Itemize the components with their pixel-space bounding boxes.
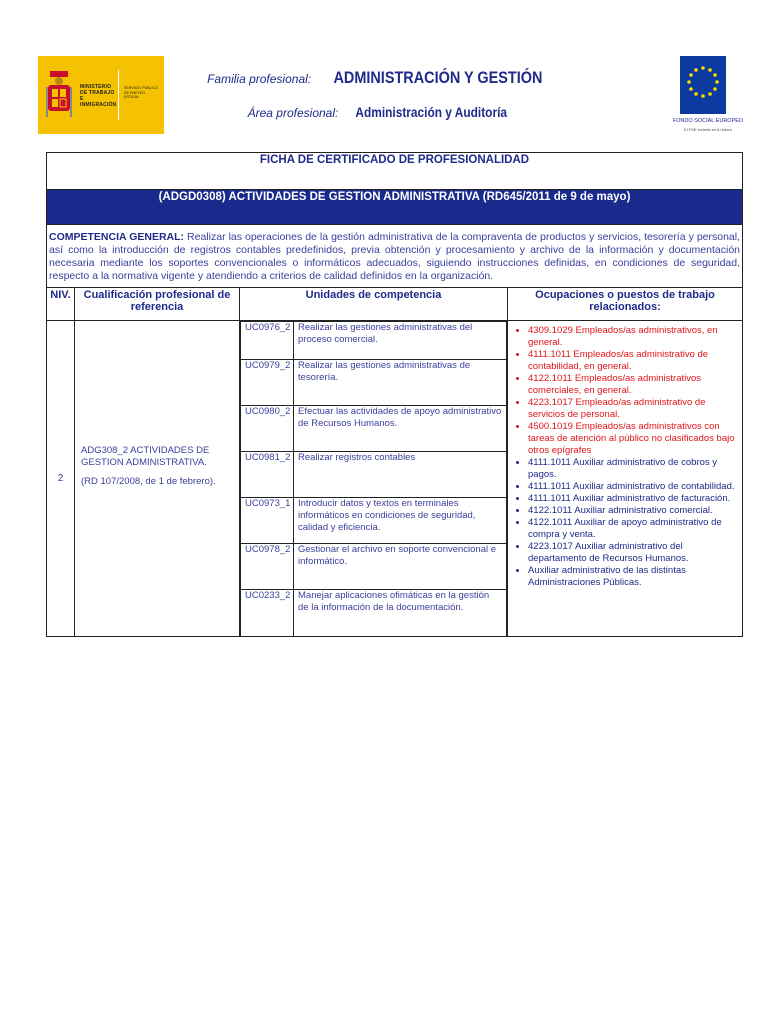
area-value: Administración y Auditoría — [355, 104, 507, 120]
ficha-title: FICHA DE CERTIFICADO DE PROFESIONALIDAD — [47, 153, 743, 190]
occupation-item: • 4223.1017 Auxiliar administrativo del departamento de Recursos Humanos. — [528, 541, 738, 565]
area-label: Área profesional: — [247, 106, 339, 120]
qualification-cell — [75, 321, 240, 637]
eu-subcaption: El FSE invierte en tu futuro — [684, 127, 732, 132]
header-occupations: Ocupaciones o puestos de trabajo relacionados: — [508, 288, 743, 321]
occupation-item: • 4111.1011 Auxiliar administrativo de contabilidad. — [528, 481, 738, 493]
unit-code: UC0976_2 — [241, 322, 294, 360]
competencia-general — [47, 225, 743, 288]
header-qualification: Cualificación profesional de referencia — [75, 288, 240, 321]
unit-row — [241, 498, 507, 544]
certificate-name: (ADGD0308) ACTIVIDADES DE GESTION ADMINISTRATIVA (RD645/2011 de 9 de mayo) — [47, 190, 743, 225]
occupation-item: • 4111.1011 Empleados/as administrativo de contabilidad, en general. — [528, 349, 738, 373]
header-units: Unidades de competencia — [240, 288, 508, 321]
occupations-list — [512, 325, 738, 589]
qualification-name: ADG308_2 ACTIVIDADES DE GESTION ADMINISTRATIVA. — [81, 445, 210, 468]
units-table — [240, 321, 507, 636]
units-cell — [240, 321, 508, 637]
eu-caption: FONDO SOCIAL EUROPEO — [672, 118, 744, 124]
unit-code: UC0979_2 — [241, 360, 294, 406]
unit-name: Realizar las gestiones administrativas de tesorería. — [294, 360, 507, 406]
unit-name: Realizar registros contables — [294, 452, 507, 498]
occupation-item: • 4122.1011 Empleados/as administrativos comerciales, en general. — [528, 373, 738, 397]
header-niv: NIV. — [47, 288, 75, 321]
unit-code: UC0978_2 — [241, 544, 294, 590]
occupations-cell — [508, 321, 743, 637]
unit-name: Efectuar las actividades de apoyo administrativo de Recursos Humanos. — [294, 406, 507, 452]
unit-row — [241, 406, 507, 452]
unit-row — [241, 544, 507, 590]
certificate-table — [46, 152, 743, 637]
occupation-item: • 4500.1019 Empleados/as administrativos con tareas de atención al público no clasificados bajo otros epígrafes — [528, 421, 738, 457]
competencia-text: Realizar las operaciones de la gestión administrativa de la compraventa de productos y servicios, tesorería y personal, así como la introducción de registros contables predefinidos, previa obtención y procesamiento y archivo de la información y documentación necesaria mediante los soportes convencionales o informáticos adecuados, siguiendo instrucciones definidas, en condiciones de seguridad, respecto a la normativa vigente y atendiendo a criterios de calidad definidos en la organización. — [49, 231, 741, 282]
unit-row — [241, 590, 507, 636]
occupation-item: • 4309.1029 Empleados/as administrativos, en general. — [528, 325, 738, 349]
occupation-item: • 4223.1017 Empleado/as administrativo de servicios de personal. — [528, 397, 738, 421]
unit-name: Realizar las gestiones administrativas del proceso comercial. — [294, 322, 507, 360]
unit-code: UC0233_2 — [241, 590, 294, 636]
qualification-rd: (RD 107/2008, de 1 de febrero). — [81, 476, 216, 487]
unit-row — [241, 452, 507, 498]
eu-flag-icon — [680, 56, 726, 114]
occupation-item: • 4122.1011 Auxiliar administrativo comercial. — [528, 505, 738, 517]
unit-code: UC0980_2 — [241, 406, 294, 452]
ministry-name: MINISTERIO DE TRABAJO E INMIGRACIÓN — [80, 84, 117, 108]
unit-name: Manejar aplicaciones ofimáticas en la gestión de la información de la documentación. — [294, 590, 507, 636]
family-value: ADMINISTRACIÓN Y GESTIÓN — [333, 68, 543, 87]
area-line — [0, 104, 768, 120]
sepe-name: SERVICIO PÚBLICO DE EMPLEO ESTATAL — [124, 86, 158, 100]
occupation-item: • Auxiliar administrativo de las distintas Administraciones Públicas. — [528, 565, 738, 589]
unit-row — [241, 322, 507, 360]
occupation-item: • 4111.1011 Auxiliar administrativo de cobros y pagos. — [528, 457, 738, 481]
unit-name: Gestionar el archivo en soporte convencional e informático. — [294, 544, 507, 590]
unit-name: Introducir datos y textos en terminales informáticos en condiciones de seguridad, calidad y eficiencia. — [294, 498, 507, 544]
unit-row — [241, 360, 507, 406]
competencia-label: COMPETENCIA GENERAL: — [49, 231, 185, 243]
occupation-item: • 4122.1011 Auxiliar de apoyo administrativo de compra y venta. — [528, 517, 738, 541]
unit-code: UC0981_2 — [241, 452, 294, 498]
family-line — [0, 68, 768, 88]
unit-code: UC0973_1 — [241, 498, 294, 544]
family-label: Familia profesional: — [207, 72, 312, 86]
level-cell: 2 — [47, 321, 75, 637]
occupation-item: • 4111.1011 Auxiliar administrativo de facturación. — [528, 493, 738, 505]
